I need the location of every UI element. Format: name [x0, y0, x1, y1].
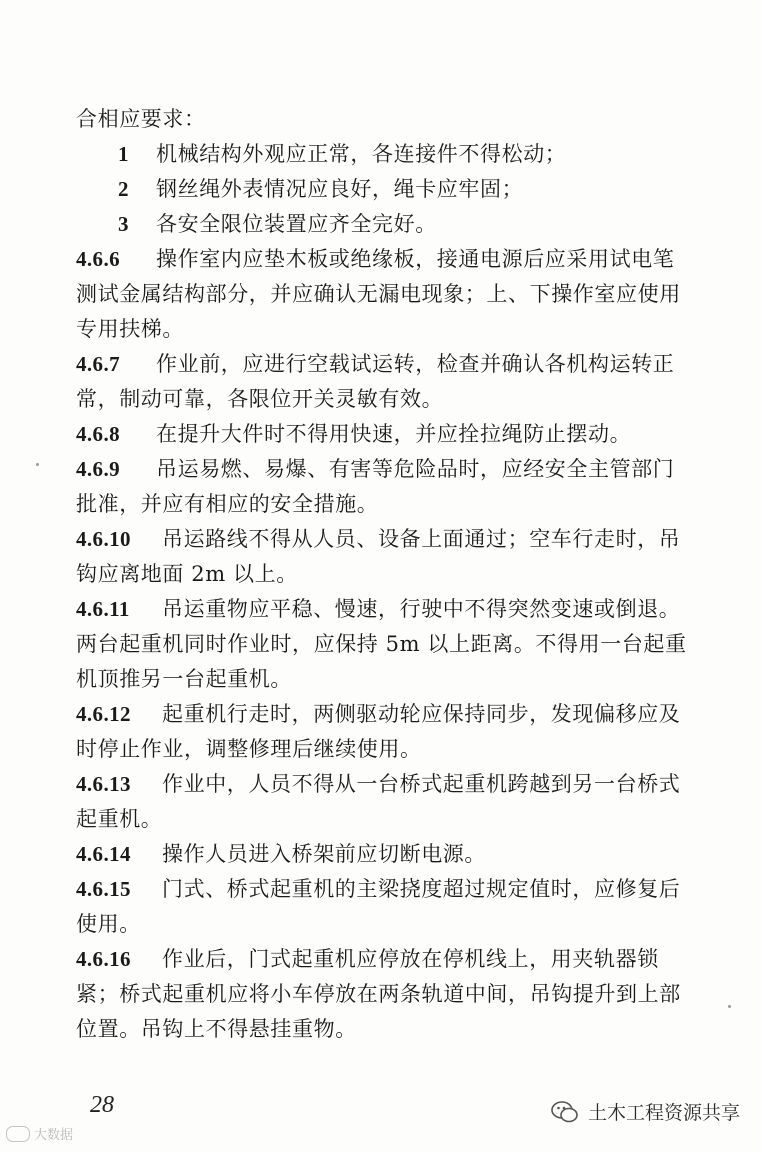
clause-number: 4.6.7: [76, 352, 120, 376]
line-text: 各安全限位装置应齐全完好。: [156, 212, 437, 236]
list-item: [118, 139, 566, 169]
clause-line: [76, 524, 680, 554]
text-line: [76, 279, 681, 309]
line-text: 机顶推另一台起重机。: [76, 667, 292, 691]
clause-number: 4.6.9: [76, 457, 120, 481]
text-line: [76, 734, 422, 764]
line-text: 吊运重物应平稳、慢速，行驶中不得突然变速或倒退。: [162, 597, 681, 621]
text-line: [76, 909, 141, 939]
clause-number: 4.6.8: [76, 422, 120, 446]
line-text: 批准，并应有相应的安全措施。: [76, 492, 379, 516]
line-text: 吊运路线不得从人员、设备上面通过；空车行走时，吊: [162, 527, 681, 551]
clause-line: [76, 699, 680, 729]
line-text: 门式、桥式起重机的主梁挠度超过规定值时，应修复后: [162, 877, 681, 901]
clause-line: [76, 874, 680, 904]
list-item: [118, 209, 437, 239]
line-text: 作业后，门式起重机应停放在停机线上，用夹轨器锁: [162, 947, 659, 971]
watermark-right: [550, 1098, 740, 1125]
line-text: 钩应离地面 2m 以上。: [76, 562, 298, 586]
page-number: 28: [90, 1092, 114, 1118]
text-line: [76, 979, 681, 1009]
text-line: [76, 1014, 357, 1044]
line-text: 使用。: [76, 912, 141, 936]
line-text: 操作室内应垫木板或绝缘板，接通电源后应采用试电笔: [156, 247, 675, 271]
scan-speck: [36, 463, 39, 466]
line-text: 紧；桥式起重机应将小车停放在两条轨道中间，吊钩提升到上部: [76, 982, 681, 1006]
line-text: 机械结构外观应正常，各连接件不得松动；: [156, 142, 567, 166]
line-text: 两台起重机同时作业时，应保持 5m 以上距离。不得用一台起重: [76, 632, 687, 656]
line-text: 在提升大件时不得用快速，并应拴拉绳防止摆动。: [156, 422, 632, 446]
item-number: 1: [118, 142, 130, 166]
clause-number: 4.6.15: [76, 877, 131, 901]
clause-line: [76, 454, 674, 484]
text-line: [76, 384, 443, 414]
line-text: 起重机行走时，两侧驱动轮应保持同步，发现偏移应及: [162, 702, 681, 726]
wechat-icon: [550, 1099, 580, 1125]
line-text: 专用扶梯。: [76, 317, 184, 341]
list-item: [118, 174, 523, 204]
clause-line: [76, 349, 674, 379]
clause-number: 4.6.16: [76, 947, 131, 971]
clause-number: 4.6.6: [76, 247, 120, 271]
line-text: 常，制动可靠，各限位开关灵敏有效。: [76, 387, 444, 411]
text-line: [76, 559, 298, 589]
text-line: [76, 629, 687, 659]
item-number: 2: [118, 177, 130, 201]
clause-line: [76, 944, 659, 974]
watermark-logo-icon: [6, 1126, 30, 1142]
line-text: 操作人员进入桥架前应切断电源。: [162, 842, 486, 866]
line-text: 起重机。: [76, 807, 163, 831]
line-text: 作业中，人员不得从一台桥式起重机跨越到另一台桥式: [162, 772, 681, 796]
clause-number: 4.6.10: [76, 527, 131, 551]
watermark-left: [6, 1124, 73, 1143]
text-line: [76, 664, 292, 694]
line-text: 测试金属结构部分，并应确认无漏电现象；上、下操作室应使用: [76, 282, 681, 306]
clause-number: 4.6.14: [76, 842, 131, 866]
clause-number: 4.6.12: [76, 702, 131, 726]
text-line: [76, 104, 206, 134]
text-line: [76, 804, 162, 834]
clause-line: [76, 839, 486, 869]
clause-number: 4.6.13: [76, 772, 131, 796]
watermark-right-text: 土木工程资源共享: [588, 1102, 741, 1124]
line-text: 吊运易燃、易爆、有害等危险品时，应经安全主管部门: [156, 457, 675, 481]
clause-line: [76, 419, 631, 449]
line-text: 时停止作业，调整修理后继续使用。: [76, 737, 422, 761]
line-text: 钢丝绳外表情况应良好，绳卡应牢固；: [156, 177, 524, 201]
clause-line: [76, 594, 680, 624]
scan-speck: [728, 1005, 731, 1008]
text-line: [76, 489, 378, 519]
text-line: [76, 314, 184, 344]
watermark-left-text: 大数据: [34, 1128, 74, 1143]
line-text: 作业前，应进行空载试运转，检查并确认各机构运转正: [156, 352, 675, 376]
line-text: 合相应要求：: [76, 107, 206, 131]
item-number: 3: [118, 212, 130, 236]
clause-line: [76, 244, 674, 274]
clause-number: 4.6.11: [76, 597, 130, 621]
clause-line: [76, 769, 680, 799]
line-text: 位置。吊钩上不得悬挂重物。: [76, 1017, 357, 1041]
